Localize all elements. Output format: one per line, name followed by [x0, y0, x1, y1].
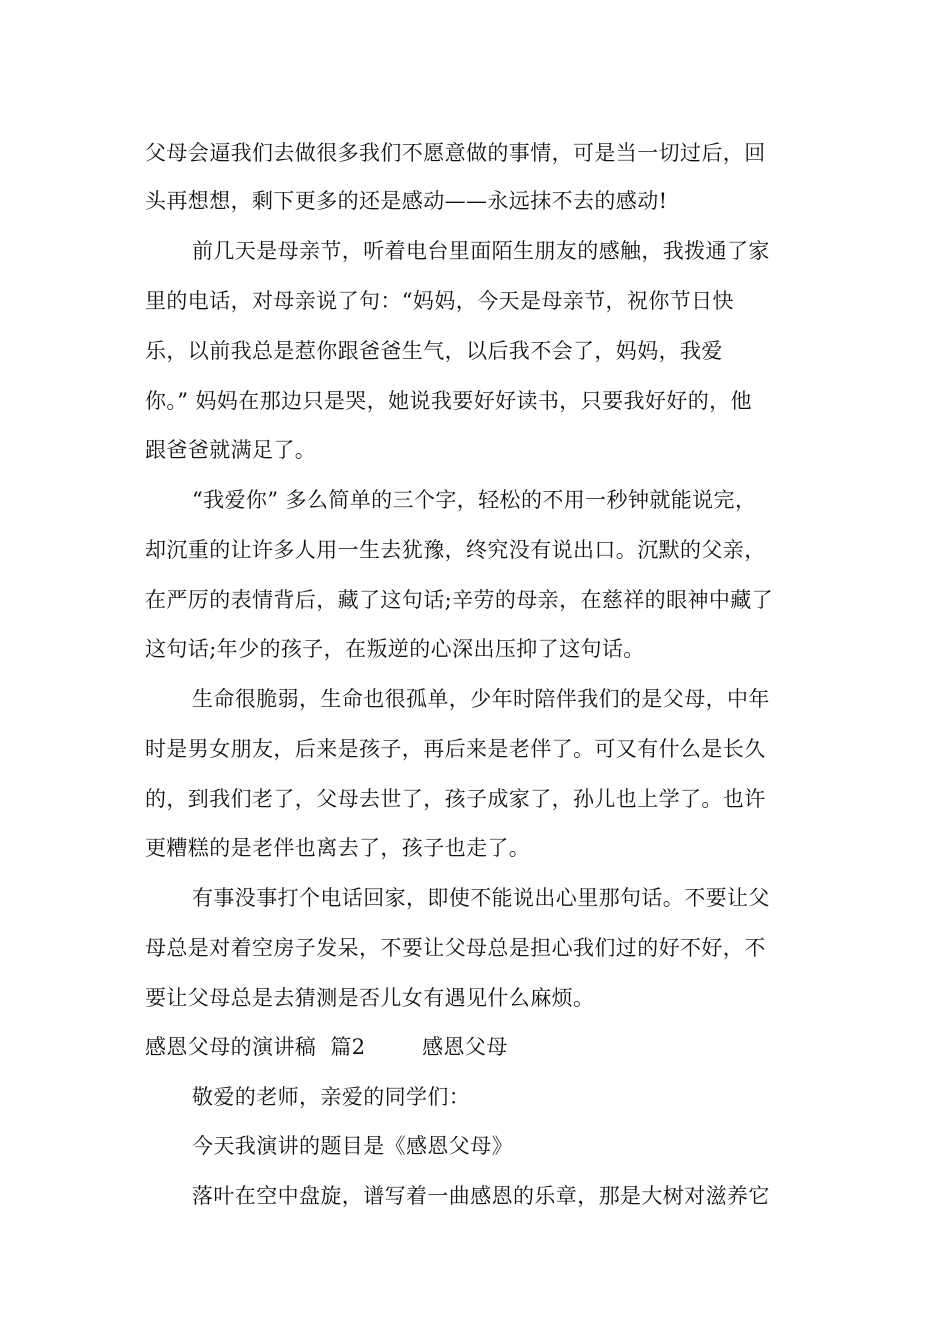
paragraph-line: 这句话;年少的孩子，在叛逆的心深出压抑了这句话。: [145, 637, 645, 661]
salutation-line: 敬爱的老师，亲爱的同学们：: [192, 1085, 471, 1109]
paragraph-line: 有事没事打个电话回家，即使不能说出心里那句话。不要让父: [192, 886, 770, 910]
paragraph-line: 的，到我们老了，父母去世了，孩子成家了，孙儿也上学了。也许: [145, 787, 766, 811]
paragraph-line: 生命很脆弱，生命也很孤单，少年时陪伴我们的是父母，中年: [192, 687, 770, 711]
speech-title-line: 今天我演讲的题目是《感恩父母》: [192, 1134, 513, 1158]
paragraph-line: 要让父母总是去猜测是否儿女有遇见什么麻烦。: [145, 986, 595, 1010]
paragraph-line: 里的电话，对母亲说了句：“妈妈，今天是母亲节，祝你节日快: [145, 289, 734, 313]
paragraph-line: 母总是对着空房子发呆，不要让父母总是担心我们过的好不好，不: [145, 936, 766, 960]
section-heading: 感恩父母的演讲稿 篇2 感恩父母: [145, 1035, 508, 1059]
paragraph-line: 跟爸爸就满足了。: [145, 438, 317, 462]
paragraph-line: 父母会逼我们去做很多我们不愿意做的事情，可是当一切过后，回: [145, 141, 766, 165]
paragraph-line: 更糟糕的是老伴也离去了，孩子也走了。: [145, 836, 531, 860]
paragraph-line: 你。” 妈妈在那边只是哭，她说我要好好读书，只要我好好的，他: [145, 389, 752, 413]
paragraph-line: 头再想想，剩下更多的还是感动——永远抹不去的感动!: [145, 189, 668, 213]
paragraph-line: 时是男女朋友，后来是孩子，再后来是老伴了。可又有什么是长久: [145, 737, 766, 761]
paragraph-line: 在严厉的表情背后，藏了这句话;辛劳的母亲，在慈祥的眼神中藏了: [145, 588, 774, 612]
paragraph-line: 却沉重的让许多人用一生去犹豫，终究没有说出口。沉默的父亲，: [145, 538, 766, 562]
paragraph-line: 落叶在空中盘旋，谱写着一曲感恩的乐章，那是大树对滋养它: [192, 1184, 770, 1208]
paragraph-line: “我爱你” 多么简单的三个字，轻松的不用一秒钟就能说完，: [192, 488, 757, 512]
paragraph-line: 乐，以前我总是惹你跟爸爸生气，以后我不会了，妈妈，我爱: [145, 339, 723, 363]
paragraph-line: 前几天是母亲节，听着电台里面陌生朋友的感触，我拨通了家: [192, 239, 770, 263]
